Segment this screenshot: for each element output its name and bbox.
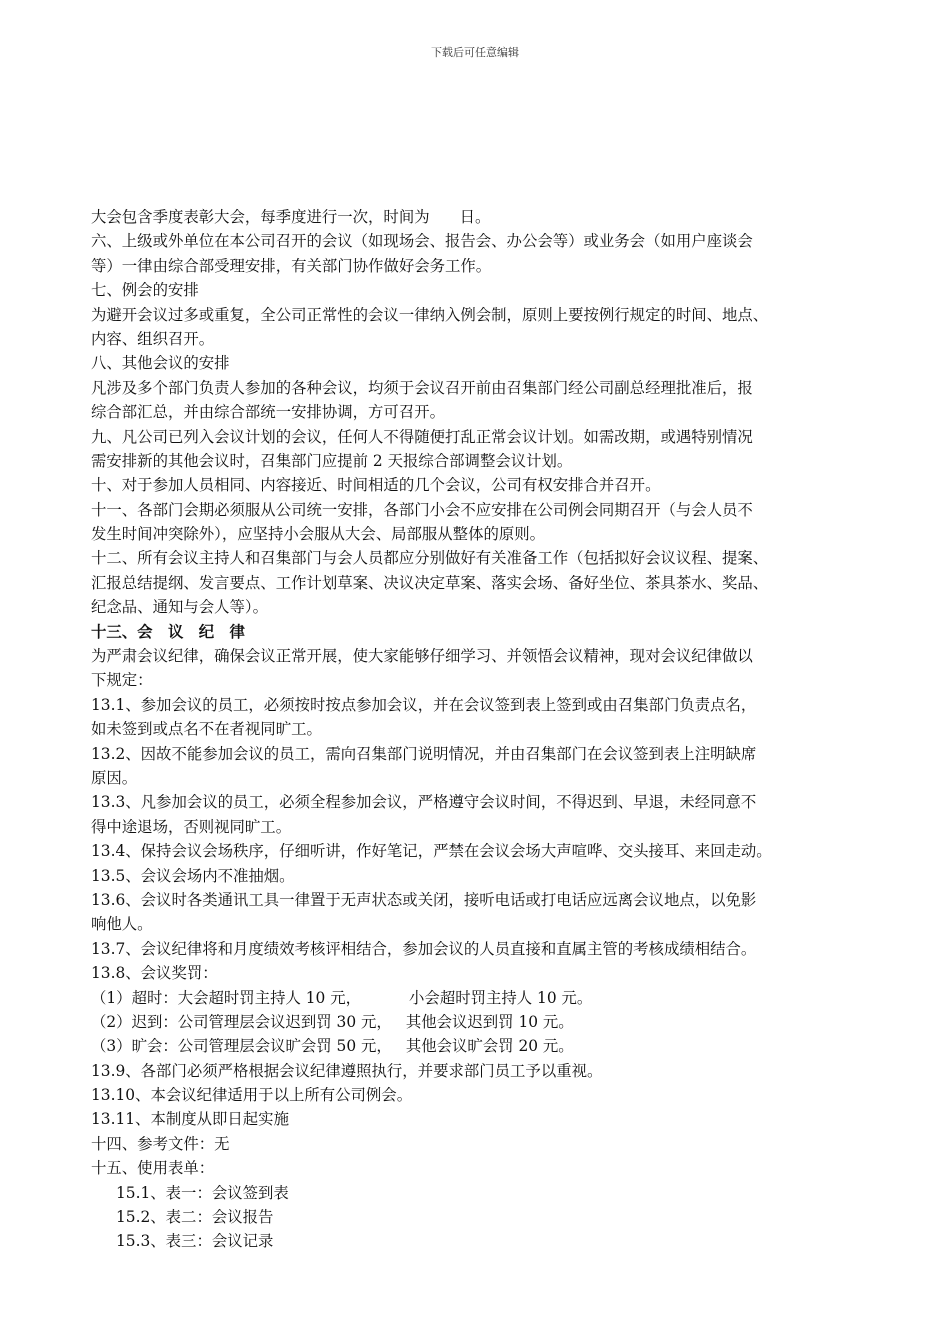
paragraph-line: 为严肃会议纪律，确保会议正常开展，使大家能够仔细学习、并领悟会议精神，现对会议纪律做以 — [91, 647, 753, 666]
paragraph-line: 13.3、凡参加会议的员工，必须全程参加会议，严格遵守会议时间，不得迟到、早退，未经同意不 — [91, 793, 757, 812]
document-body — [91, 205, 881, 1254]
paragraph-line: 得中途退场，否则视同旷工。 — [91, 817, 292, 836]
paragraph-line: 13.6、会议时各类通讯工具一律置于无声状态或关闭，接听电话或打电话应远离会议地点，以免影 — [91, 890, 757, 909]
paragraph-line: 综合部汇总，并由综合部统一安排协调，方可召开。 — [91, 403, 445, 422]
paragraph-line: 13.5、会议会场内不准抽烟。 — [91, 866, 295, 885]
penalty-line — [91, 986, 881, 1010]
paragraph-line: 下规定： — [91, 671, 153, 690]
section-heading: 十四、参考文件：无 — [91, 1134, 230, 1153]
paragraph-line: 内容、组织召开。 — [91, 329, 215, 348]
text-span: （1）超时：大会超时罚主持人 10 元， — [91, 988, 362, 1007]
form-list-item: 15.1、表一：会议签到表 — [116, 1183, 289, 1202]
paragraph-line: 等）一律由综合部受理安排，有关部门协作做好会务工作。 — [91, 256, 492, 275]
text-span: 大会包含季度表彰大会，每季度进行一次，时间为 — [91, 208, 430, 226]
text-span: （2）迟到：公司管理层会议迟到罚 30 元， — [91, 1012, 392, 1031]
paragraph-line: 为避开会议过多或重复，全公司正常性的会议一律纳入例会制，原则上要按例行规定的时间、地点、 — [91, 305, 769, 324]
paragraph-line: 原因。 — [91, 768, 138, 787]
paragraph-line: 13.4、保持会议会场秩序，仔细听讲，作好笔记，严禁在会议会场大声喧哗、交头接耳、来回走动。 — [91, 842, 772, 861]
page-header: 下载后可任意编辑 — [431, 46, 519, 59]
section-heading: 七、例会的安排 — [91, 281, 199, 300]
penalty-line — [91, 1010, 881, 1034]
paragraph-line: 13.11、本制度从即日起实施 — [91, 1110, 289, 1129]
paragraph-line: 13.9、各部门必须严格根据会议纪律遵照执行，并要求部门员工予以重视。 — [91, 1061, 603, 1080]
paragraph-line: 需安排新的其他会议时，召集部门应提前 2 天报综合部调整会议计划。 — [91, 451, 573, 470]
paragraph-line: 十、对于参加人员相同、内容接近、时间相适的几个会议，公司有权安排合并召开。 — [91, 476, 661, 495]
paragraph-line: 凡涉及多个部门负责人参加的各种会议，均须于会议召开前由召集部门经公司副总经理批准后，报 — [91, 378, 753, 397]
section-heading: 十五、使用表单： — [91, 1159, 215, 1178]
paragraph-line: 汇报总结提纲、发言要点、工作计划草案、决议决定草案、落实会场、备好坐位、茶具茶水、奖品、 — [91, 573, 769, 592]
paragraph-line: 13.2、因故不能参加会议的员工，需向召集部门说明情况，并由召集部门在会议签到表上注明缺席 — [91, 744, 757, 763]
penalty-line — [91, 1034, 881, 1058]
paragraph-line: 13.10、本会议纪律适用于以上所有公司例会。 — [91, 1086, 413, 1105]
paragraph-line: 六、上级或外单位在本公司召开的会议（如现场会、报告会、办公会等）或业务会（如用户座谈会 — [91, 232, 753, 251]
paragraph-line: 如未签到或点名不在者视同旷工。 — [91, 720, 322, 739]
paragraph-line: 九、凡公司已列入会议计划的会议，任何人不得随便打乱正常会议计划。如需改期，或遇特别情况 — [91, 427, 753, 446]
form-list-item: 15.3、表三：会议记录 — [116, 1232, 274, 1251]
section-heading: 八、其他会议的安排 — [91, 354, 230, 373]
paragraph-line — [91, 205, 881, 229]
paragraph-line: 十二、所有会议主持人和召集部门与会人员都应分别做好有关准备工作（包括拟好会议议程、提案、 — [91, 549, 769, 568]
paragraph-line: 13.7、会议纪律将和月度绩效考核评相结合，参加会议的人员直接和直属主管的考核成绩相结合。 — [91, 939, 757, 958]
section-heading-bold: 十三、会 议 纪 律 — [91, 622, 245, 641]
paragraph-line: 13.1、参加会议的员工，必须按时按点参加会议，并在会议签到表上签到或由召集部门负责点名， — [91, 695, 757, 714]
text-span: 其他会议旷会罚 20 元。 — [405, 1037, 574, 1056]
paragraph-line: 十一、各部门会期必须服从公司统一安排，各部门小会不应安排在公司例会同期召开（与会人员不 — [91, 500, 753, 519]
text-span: 日。 — [459, 208, 491, 226]
text-span: 其他会议迟到罚 10 元。 — [405, 1012, 574, 1031]
paragraph-line: 响他人。 — [91, 915, 153, 934]
text-span: （3）旷会：公司管理层会议旷会罚 50 元， — [91, 1037, 392, 1056]
paragraph-line: 纪念品、通知与会人等）。 — [91, 598, 268, 617]
paragraph-line: 发生时间冲突除外），应坚持小会服从大会、局部服从整体的原则。 — [91, 525, 546, 544]
form-list-item: 15.2、表二：会议报告 — [116, 1208, 274, 1227]
text-span: 小会超时罚主持人 10 元。 — [409, 988, 593, 1007]
paragraph-line: 13.8、会议奖罚： — [91, 964, 218, 983]
